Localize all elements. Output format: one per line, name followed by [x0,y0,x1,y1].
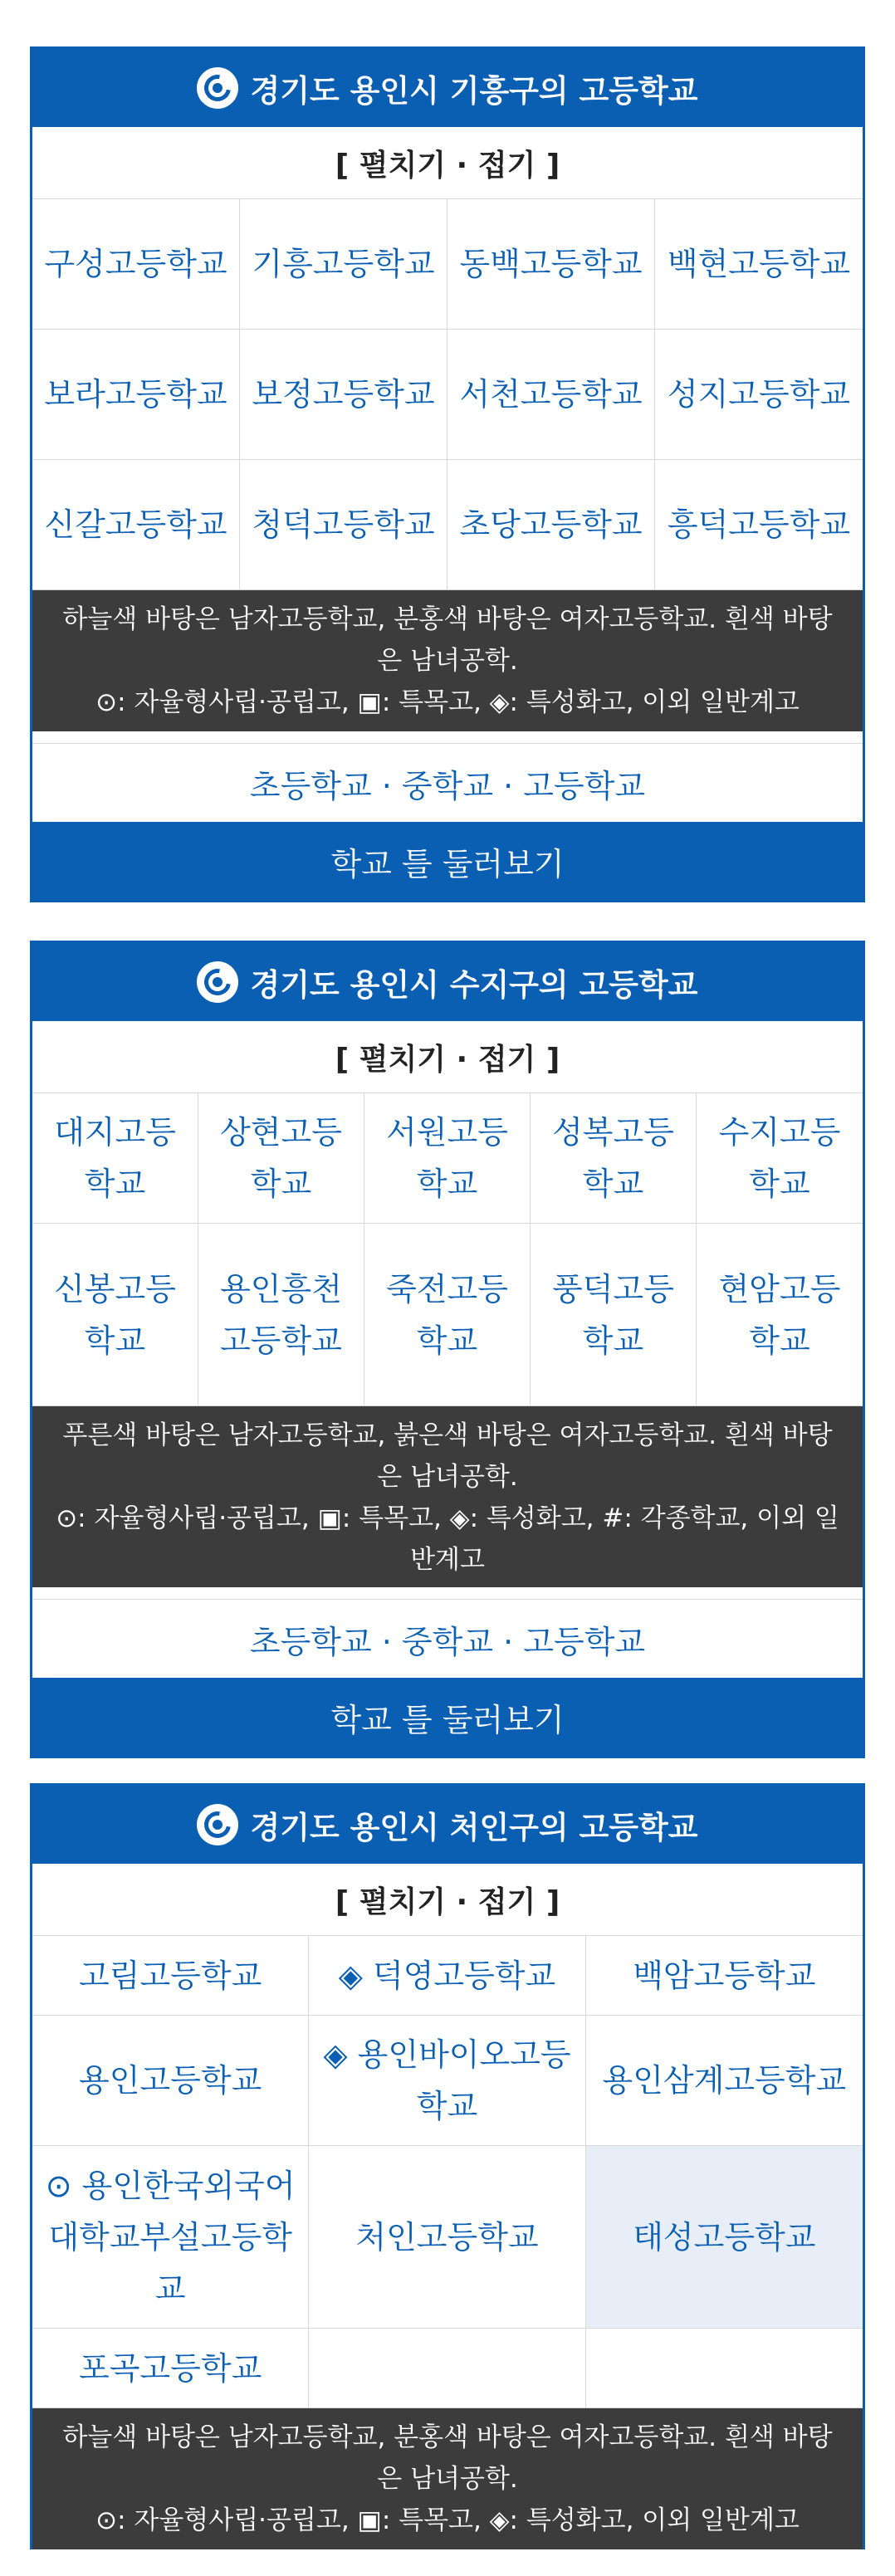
school-grid [32,1093,863,1406]
collapse-toggle[interactable]: [ 펼치기 · 접기 ] [32,1864,863,1936]
school-link[interactable]: 성지고등학교 [655,330,863,460]
school-link[interactable]: 처인고등학교 [309,2146,585,2329]
school-link[interactable]: 보라고등학교 [32,330,240,460]
school-level-links[interactable]: 초등학교 · 중학교 · 고등학교 [32,1599,863,1678]
school-template-browse[interactable]: 학교 틀 둘러보기 [32,1678,863,1756]
legend-colors: 푸른색 바탕은 남자고등학교, 붉은색 바탕은 여자고등학교. 흰색 바탕은 남녀공학. [62,1420,833,1492]
navbox-title[interactable] [32,943,863,1021]
school-link[interactable]: 청덕고등학교 [240,460,448,590]
school-template-browse[interactable]: 학교 틀 둘러보기 [32,822,863,900]
yongin-city-emblem-icon [197,67,238,109]
legend-symbols: ⊙: 자율형사립·공립고, ▣: 특목고, ◈: 특성화고, #: 각종학교, 이외 일반계고 [56,1503,839,1575]
navbox-cheoin [30,1783,865,2549]
navbox-suji [30,941,865,1758]
school-link[interactable]: ◈ 용인바이오고등학교 [309,2016,585,2146]
school-link[interactable]: 풍덕고등학교 [531,1224,697,1406]
school-link[interactable]: 용인흥천고등학교 [198,1224,364,1406]
navbox-title-text: 경기도 용인시 기흥구의 고등학교 [250,73,698,109]
school-link[interactable]: 보정고등학교 [240,330,448,460]
school-link[interactable]: 포곡고등학교 [32,2329,309,2408]
school-link[interactable]: 용인고등학교 [32,2016,309,2146]
school-link[interactable]: 태성고등학교 [586,2146,863,2329]
legend [32,590,863,731]
school-link[interactable]: 수지고등학교 [697,1093,863,1224]
navbox-title[interactable] [32,1786,863,1864]
collapse-toggle[interactable]: [ 펼치기 · 접기 ] [32,1021,863,1093]
legend-symbols: ⊙: 자율형사립·공립고, ▣: 특목고, ◈: 특성화고, 이외 일반계고 [95,687,800,717]
school-link[interactable]: ⊙ 용인한국외국어대학교부설고등학교 [32,2146,309,2329]
empty-cell [586,2329,863,2408]
empty-cell [309,2329,585,2408]
yongin-city-emblem-icon [197,961,238,1003]
school-link[interactable]: 대지고등학교 [32,1093,198,1224]
school-link[interactable]: 동백고등학교 [448,199,655,330]
collapse-toggle[interactable]: [ 펼치기 · 접기 ] [32,127,863,199]
legend [32,2408,863,2549]
navbox-title-text: 경기도 용인시 수지구의 고등학교 [250,967,698,1003]
school-link[interactable]: 고림고등학교 [32,1936,309,2016]
legend [32,1406,863,1587]
navbox-title[interactable] [32,49,863,127]
school-link[interactable]: 신봉고등학교 [32,1224,198,1406]
school-link[interactable]: 백암고등학교 [586,1936,863,2016]
school-link[interactable]: 성복고등학교 [531,1093,697,1224]
school-link[interactable]: 죽전고등학교 [364,1224,531,1406]
school-link[interactable]: 용인삼계고등학교 [586,2016,863,2146]
school-link[interactable]: 흥덕고등학교 [655,460,863,590]
school-link[interactable]: 초당고등학교 [448,460,655,590]
navbox-giheung [30,46,865,902]
school-grid [32,1936,863,2408]
school-link[interactable]: 상현고등학교 [198,1093,364,1224]
school-link[interactable]: 현암고등학교 [697,1224,863,1406]
school-link[interactable]: 구성고등학교 [32,199,240,330]
legend-symbols: ⊙: 자율형사립·공립고, ▣: 특목고, ◈: 특성화고, 이외 일반계고 [95,2505,800,2535]
school-link[interactable]: 백현고등학교 [655,199,863,330]
school-link[interactable]: 서천고등학교 [448,330,655,460]
school-link[interactable]: 서원고등학교 [364,1093,531,1224]
navbox-title-text: 경기도 용인시 처인구의 고등학교 [250,1810,698,1845]
legend-colors: 하늘색 바탕은 남자고등학교, 분홍색 바탕은 여자고등학교. 흰색 바탕은 남녀공학. [62,604,833,676]
yongin-city-emblem-icon [197,1804,238,1845]
school-link[interactable]: 신갈고등학교 [32,460,240,590]
legend-colors: 하늘색 바탕은 남자고등학교, 분홍색 바탕은 여자고등학교. 흰색 바탕은 남녀공학. [62,2422,833,2494]
school-link[interactable]: 기흥고등학교 [240,199,448,330]
school-level-links[interactable]: 초등학교 · 중학교 · 고등학교 [32,743,863,822]
school-link[interactable]: ◈ 덕영고등학교 [309,1936,585,2016]
school-grid [32,199,863,590]
